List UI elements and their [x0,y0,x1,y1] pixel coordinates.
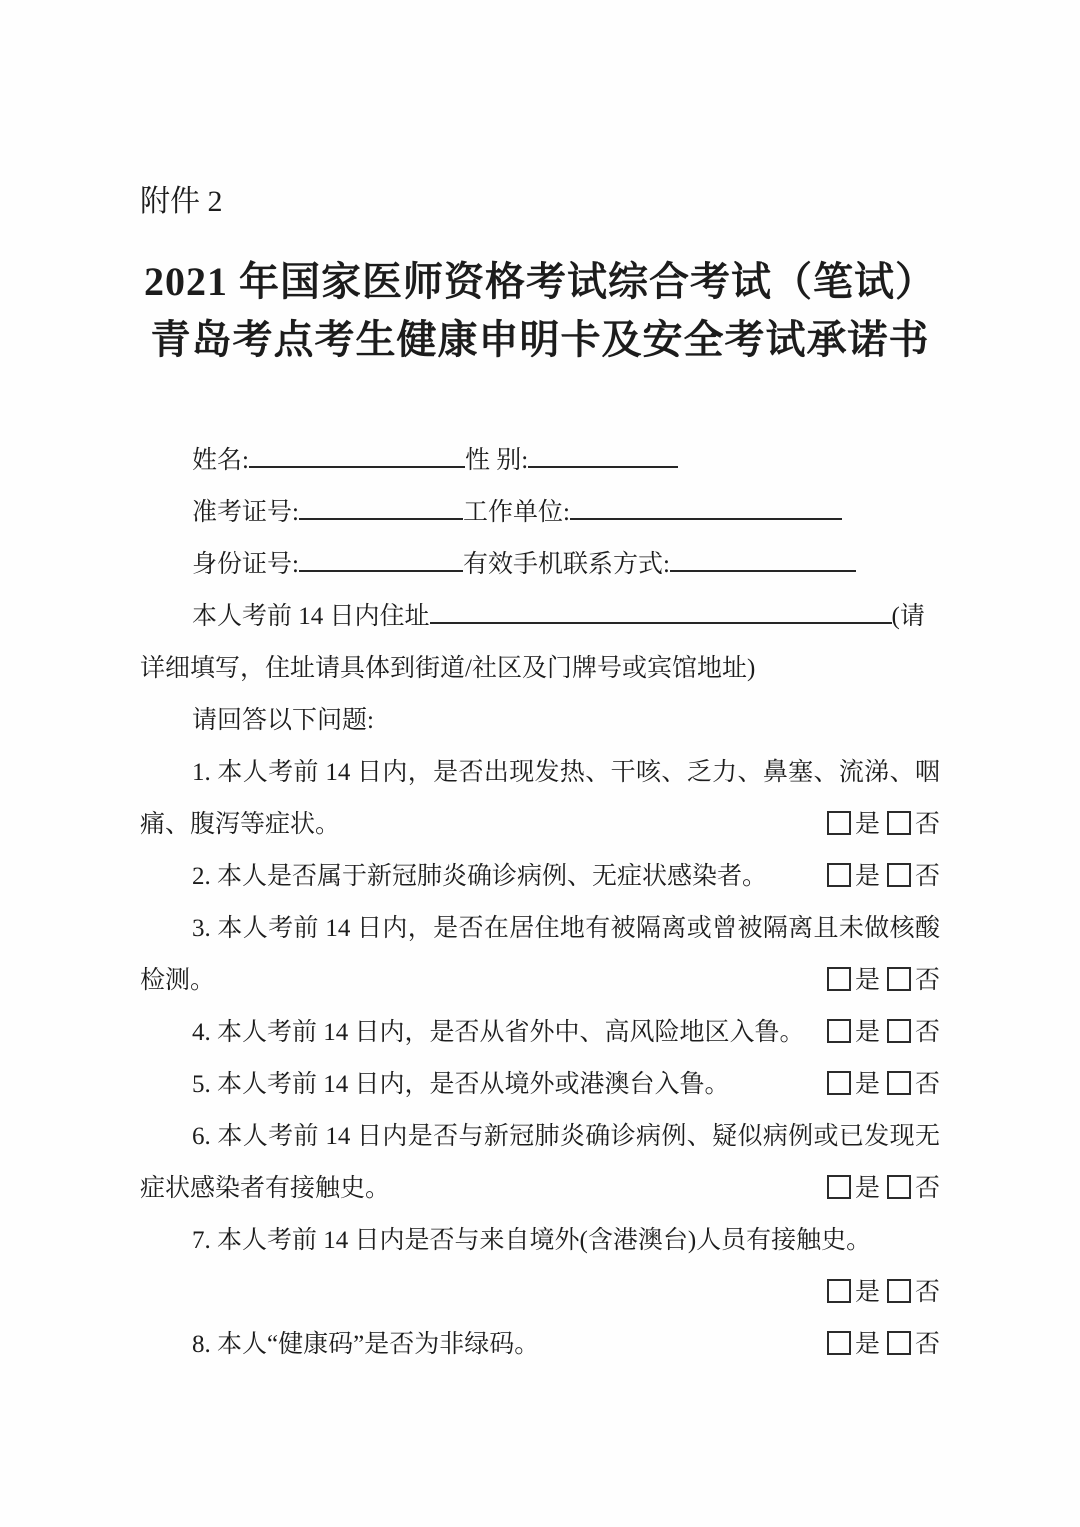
checkbox-yes[interactable] [827,1319,880,1371]
form-row [140,591,940,643]
checkbox-no-icon [887,1279,911,1303]
field-idcard-blank[interactable] [299,570,463,572]
questions-intro: 请回答以下问题: [192,707,374,734]
question-line: 6. 本人考前 14 日内是否与新冠肺炎确诊病例、疑似病例或已发现无 [192,1123,940,1150]
address-note-continuation: 详细填写，住址请具体到街道/社区及门牌号或宾馆地址) [140,655,756,682]
question-text: 症状感染者有接触史。 [140,1175,391,1202]
checkbox-yes[interactable] [827,1007,880,1059]
question-line [140,799,940,851]
checkbox-no-label: 否 [914,1331,940,1358]
checkbox-no-icon [887,811,911,835]
question-text: 4. 本人考前 14 日内，是否从省外中、高风险地区入鲁。 [192,1019,805,1046]
field-name-label: 姓名: [192,447,249,474]
answer-options [827,1319,940,1371]
field-sex-blank[interactable] [528,466,678,468]
checkbox-yes[interactable] [827,1163,880,1215]
answer-options [827,851,940,903]
checkbox-yes[interactable] [827,955,880,1007]
document-title [140,253,940,369]
checkbox-no-label: 否 [914,1279,940,1306]
answer-options [827,1007,940,1059]
field-name-blank[interactable] [249,466,465,468]
title-line-1: 2021 年国家医师资格考试综合考试（笔试） [144,259,936,304]
question-line [140,1059,940,1111]
checkbox-yes-icon [827,1279,851,1303]
form-row [140,539,940,591]
question-line: 1. 本人考前 14 日内，是否出现发热、干咳、乏力、鼻塞、流涕、咽 [192,759,940,786]
checkbox-no-icon [887,1071,911,1095]
form-fields [140,435,940,643]
checkbox-no[interactable] [887,955,940,1007]
question-text: 5. 本人考前 14 日内，是否从境外或港澳台入鲁。 [192,1071,730,1098]
field-admission-label: 准考证号: [192,499,299,526]
checkbox-yes-icon [827,1175,851,1199]
checkbox-no[interactable] [887,851,940,903]
answer-options [827,955,940,1007]
form-row [140,487,940,539]
checkbox-no-label: 否 [914,1019,940,1046]
checkbox-yes-label: 是 [854,1279,880,1306]
checkbox-yes-icon [827,863,851,887]
question-line: 3. 本人考前 14 日内，是否在居住地有被隔离或曾被隔离且未做核酸 [192,915,940,942]
checkbox-yes[interactable] [827,1267,880,1319]
title-line-2: 青岛考点考生健康申明卡及安全考试承诺书 [150,317,930,362]
checkbox-yes-label: 是 [854,811,880,838]
checkbox-yes-label: 是 [854,1071,880,1098]
checkbox-no-label: 否 [914,1175,940,1202]
checkbox-no-label: 否 [914,811,940,838]
checkbox-yes-label: 是 [854,1019,880,1046]
question-line [140,851,940,903]
question-line [140,1319,940,1371]
checkbox-yes-label: 是 [854,967,880,994]
checkbox-yes-icon [827,1071,851,1095]
question-line [140,1007,940,1059]
answer-options [827,1059,940,1111]
checkbox-yes[interactable] [827,851,880,903]
checkbox-yes-label: 是 [854,863,880,890]
checkbox-no[interactable] [887,1059,940,1111]
checkbox-yes-icon [827,811,851,835]
field-phone-label: 有效手机联系方式: [462,551,670,578]
checkbox-yes[interactable] [827,799,880,851]
checkbox-no[interactable] [887,1319,940,1371]
checkbox-yes-label: 是 [854,1175,880,1202]
checkbox-no[interactable] [887,799,940,851]
field-idcard-label: 身份证号: [192,551,299,578]
field-workunit-label: 工作单位: [462,499,570,526]
field-phone-blank[interactable] [670,570,856,572]
checkbox-no[interactable] [887,1267,940,1319]
form-row [140,435,940,487]
checkbox-yes-icon [827,967,851,991]
answer-options [827,1267,940,1319]
checkbox-yes-icon [827,1019,851,1043]
question-line: 7. 本人考前 14 日内是否与来自境外(含港澳台)人员有接触史。 [192,1227,872,1254]
question-text: 2. 本人是否属于新冠肺炎确诊病例、无症状感染者。 [192,863,768,890]
field-sex-label: 性 别: [464,447,529,474]
form-header-section [140,435,940,747]
question-text: 痛、腹泻等症状。 [140,811,341,838]
checkbox-no-icon [887,1019,911,1043]
checkbox-no[interactable] [887,1007,940,1059]
question-line [140,955,940,1007]
checkbox-no-icon [887,1175,911,1199]
checkbox-no-icon [887,1331,911,1355]
checkbox-no-label: 否 [914,863,940,890]
question-line [140,1163,940,1215]
field-workunit-blank[interactable] [570,518,842,520]
field-address-blank[interactable] [430,622,892,624]
question-line [140,1267,940,1319]
question-text: 8. 本人“健康码”是否为非绿码。 [192,1331,540,1358]
answer-options [827,1163,940,1215]
checkbox-no-icon [887,863,911,887]
checkbox-yes[interactable] [827,1059,880,1111]
checkbox-no-label: 否 [914,967,940,994]
checkbox-no-icon [887,967,911,991]
questions-section [140,747,940,1371]
field-admission-blank[interactable] [299,518,463,520]
question-text: 检测。 [140,967,216,994]
field-address-label: 本人考前 14 日内住址 [192,603,430,630]
checkbox-no-label: 否 [914,1071,940,1098]
attachment-label: 附件 2 [140,185,223,218]
field-address_suffix-label: (请 [891,603,925,630]
checkbox-yes-label: 是 [854,1331,880,1358]
checkbox-no[interactable] [887,1163,940,1215]
answer-options [827,799,940,851]
checkbox-yes-icon [827,1331,851,1355]
